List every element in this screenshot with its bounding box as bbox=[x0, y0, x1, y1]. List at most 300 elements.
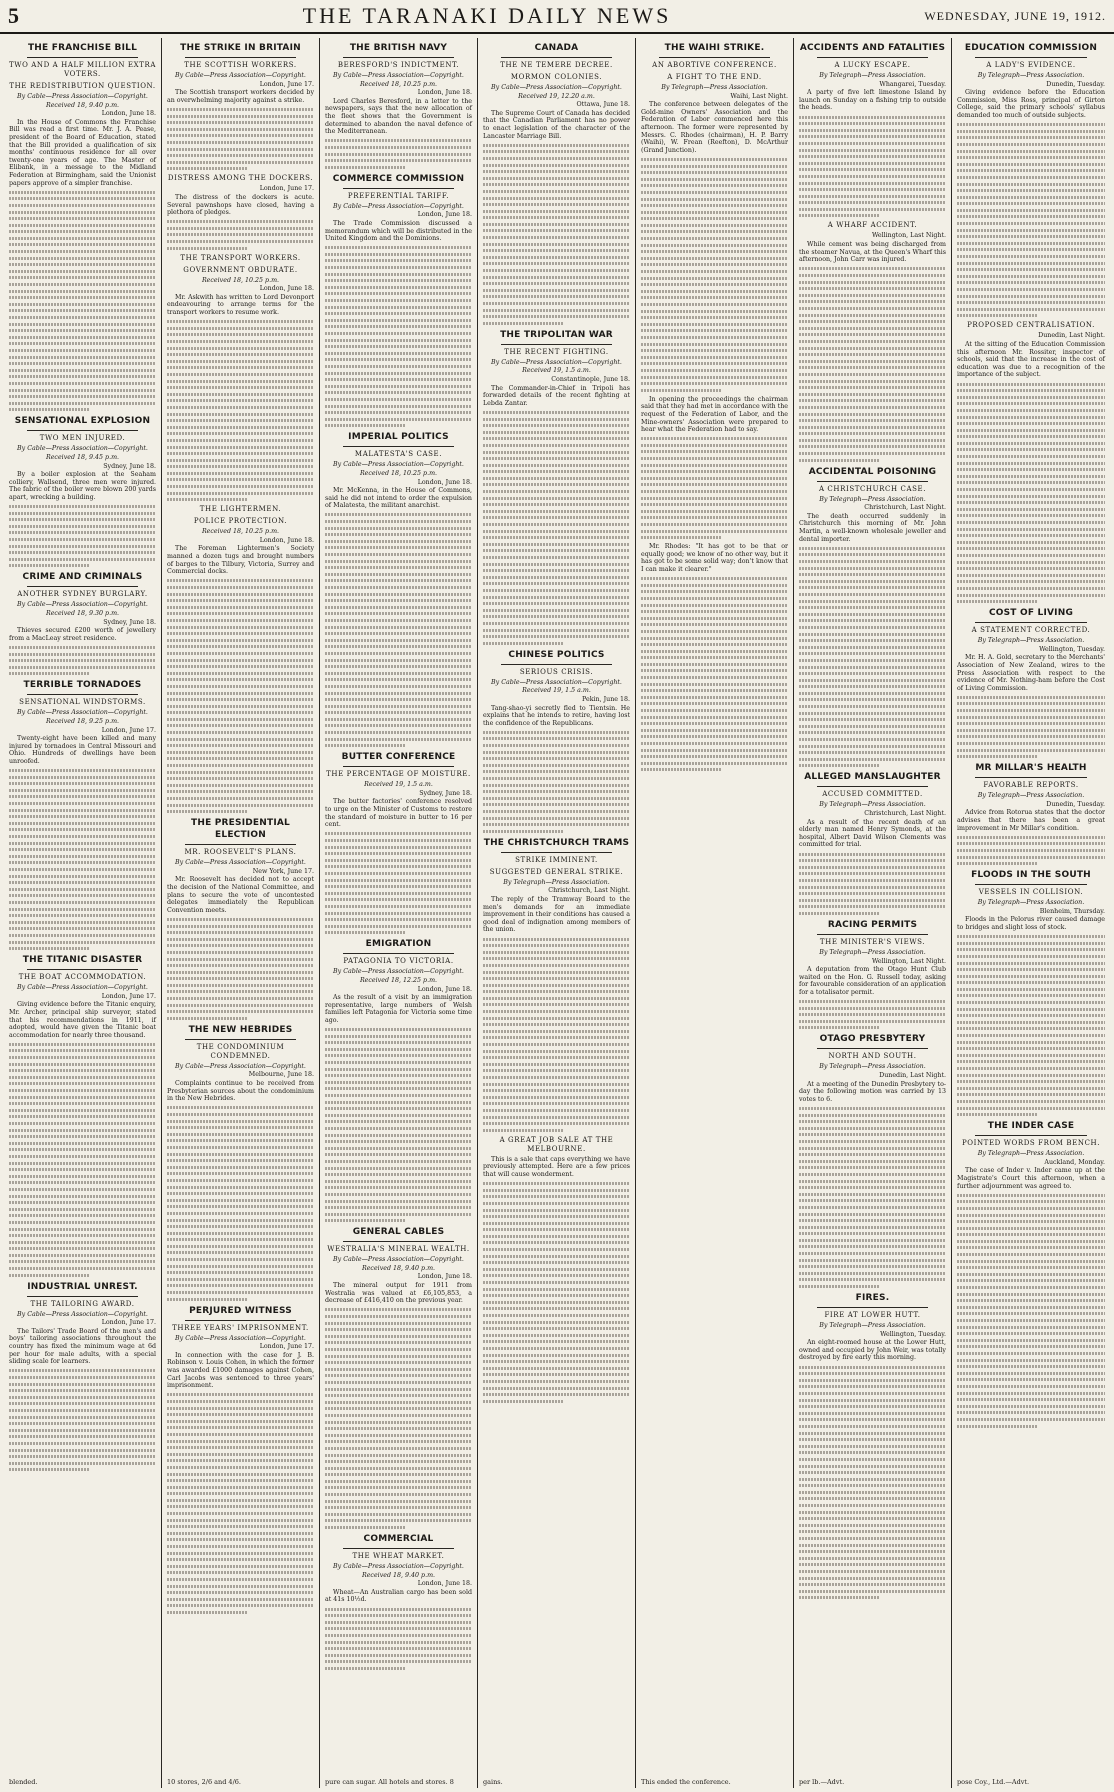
article-byline: By Telegraph—Press Association. bbox=[819, 801, 926, 809]
text-line bbox=[483, 315, 630, 318]
text-line bbox=[9, 782, 156, 785]
article-dateline: Waihi, Last Night. bbox=[730, 92, 788, 100]
text-line bbox=[167, 971, 314, 974]
article-headline: RACING PERMITS bbox=[827, 919, 918, 930]
article-subheading: SUGGESTED GENERAL STRIKE. bbox=[489, 867, 624, 876]
text-line bbox=[167, 1505, 314, 1508]
text-line bbox=[641, 310, 788, 313]
body-text-lines bbox=[167, 918, 314, 1020]
text-line bbox=[325, 1434, 472, 1437]
text-line bbox=[799, 353, 946, 356]
text-line bbox=[957, 1100, 1105, 1103]
text-line bbox=[483, 243, 630, 246]
text-line bbox=[957, 389, 1105, 392]
text-line bbox=[325, 553, 472, 556]
article-dateline: London, June 17. bbox=[101, 992, 156, 1000]
text-line bbox=[325, 898, 472, 901]
text-line bbox=[325, 1614, 472, 1617]
article-body: The case of Inder v. Inder came up at the Magistrate's Court this afternoon, when a further adjournment was agreed to. bbox=[957, 1167, 1105, 1190]
text-line bbox=[799, 1497, 946, 1500]
text-line bbox=[483, 269, 630, 272]
text-line bbox=[483, 957, 630, 960]
text-line bbox=[957, 435, 1105, 438]
text-line bbox=[325, 1500, 472, 1503]
text-line bbox=[167, 1232, 314, 1235]
article-headline: THE WAIHI STRIKE. bbox=[664, 43, 765, 53]
text-line bbox=[641, 742, 788, 745]
text-line bbox=[167, 639, 314, 642]
text-line bbox=[799, 586, 946, 589]
column-footer: This ended the conference. bbox=[641, 1778, 731, 1786]
text-line bbox=[9, 855, 156, 858]
text-line bbox=[9, 362, 156, 365]
article-byline: By Cable—Press Association—Copyright. bbox=[333, 1256, 464, 1264]
article-body: The conference between delegates of the Gold-mine Owners' Association and the Federation of Labor commenced here this afternoon. The former were represented by Messrs. C. Rhodes (chairman), H. P. Barry (Waihi), W. Frean (Reefton), D. McArthur (Grand Junction). bbox=[641, 101, 788, 154]
text-line bbox=[167, 1532, 314, 1535]
text-line bbox=[325, 1506, 472, 1509]
text-line bbox=[483, 1063, 630, 1066]
article-body: Wheat—An Australian cargo has been sold at 41s 10½d. bbox=[325, 1588, 472, 1604]
text-line bbox=[167, 997, 314, 1000]
text-line bbox=[799, 1239, 946, 1242]
text-line bbox=[641, 749, 788, 752]
text-line bbox=[325, 692, 472, 695]
text-line bbox=[325, 1388, 472, 1391]
text-line bbox=[957, 1385, 1105, 1388]
text-line bbox=[957, 1227, 1105, 1230]
text-line bbox=[9, 1422, 156, 1425]
text-line bbox=[167, 347, 314, 350]
text-line bbox=[325, 1153, 472, 1156]
text-line bbox=[799, 300, 946, 303]
text-line bbox=[641, 650, 788, 653]
text-line bbox=[167, 944, 314, 947]
text-line bbox=[483, 737, 630, 740]
text-line bbox=[957, 1372, 1105, 1375]
article-body: A party of five left limestone Island by launch on Sunday on a fishing trip to outside the heads. bbox=[799, 89, 946, 112]
text-line bbox=[641, 702, 788, 705]
text-line bbox=[167, 1010, 314, 1013]
text-line bbox=[483, 1393, 630, 1396]
rule-divider bbox=[817, 934, 928, 935]
body-text-lines bbox=[641, 437, 788, 539]
text-line bbox=[799, 314, 946, 317]
text-line bbox=[957, 567, 1105, 570]
text-line bbox=[483, 1182, 630, 1185]
text-line bbox=[799, 1213, 946, 1216]
text-line bbox=[325, 319, 472, 322]
text-line bbox=[9, 1416, 156, 1419]
text-line bbox=[325, 852, 472, 855]
article-byline: By Cable—Press Association—Copyright. bbox=[17, 93, 148, 100]
text-line bbox=[799, 1418, 946, 1421]
text-line bbox=[483, 1274, 630, 1277]
text-line bbox=[167, 797, 314, 800]
text-line bbox=[325, 1486, 472, 1489]
text-line bbox=[799, 1114, 946, 1117]
body-text-lines bbox=[483, 731, 630, 833]
text-line bbox=[799, 1278, 946, 1281]
text-line bbox=[641, 356, 788, 359]
text-line bbox=[957, 561, 1105, 564]
text-line bbox=[9, 395, 156, 398]
text-line bbox=[957, 468, 1105, 471]
text-line bbox=[957, 962, 1105, 965]
article-dateline: Ottawa, June 18. bbox=[576, 101, 630, 109]
text-line bbox=[167, 1578, 314, 1581]
text-line bbox=[957, 696, 1105, 699]
text-line bbox=[799, 859, 946, 862]
text-line bbox=[483, 784, 630, 787]
text-line bbox=[167, 419, 314, 422]
text-line bbox=[9, 1429, 156, 1432]
text-line bbox=[957, 409, 1105, 412]
text-line bbox=[799, 619, 946, 622]
text-line bbox=[957, 955, 1105, 958]
article-byline: By Telegraph—Press Association. bbox=[977, 1150, 1085, 1158]
text-line bbox=[799, 1133, 946, 1136]
text-line bbox=[957, 1411, 1105, 1414]
text-line bbox=[325, 1660, 472, 1663]
article-body: The Trade Commission discussed a memorandum which will be distributed in the United Kingdom and the Dominions. bbox=[325, 219, 472, 243]
text-line bbox=[483, 1129, 564, 1132]
body-text-lines bbox=[325, 832, 472, 934]
text-line bbox=[483, 1281, 630, 1284]
text-line bbox=[9, 197, 156, 200]
article-subheading: THE SCOTTISH WORKERS. bbox=[184, 61, 297, 69]
article-subheading: THE LIGHTERMEN. bbox=[199, 505, 282, 514]
text-line bbox=[9, 815, 156, 818]
text-line bbox=[799, 1445, 946, 1448]
text-line bbox=[799, 135, 946, 138]
article-subheading: MR. ROOSEVELT'S PLANS. bbox=[184, 848, 297, 857]
text-line bbox=[483, 183, 630, 186]
article bbox=[9, 1281, 156, 1472]
rule-divider bbox=[343, 188, 454, 189]
body-text-lines bbox=[325, 246, 472, 427]
text-line bbox=[9, 505, 156, 508]
text-line bbox=[799, 340, 946, 343]
text-line bbox=[641, 376, 788, 379]
body-text-lines bbox=[799, 116, 946, 218]
text-line bbox=[325, 839, 472, 842]
received-time: Received 19, 1.5 a.m. bbox=[364, 781, 433, 789]
text-line bbox=[9, 868, 156, 871]
article-byline: By Cable—Press Association—Copyright. bbox=[17, 984, 148, 992]
received-time: Received 18, 10.25 p.m. bbox=[359, 469, 438, 477]
text-line bbox=[641, 369, 788, 372]
text-line bbox=[9, 802, 156, 805]
text-line bbox=[9, 316, 156, 319]
text-line bbox=[9, 257, 156, 260]
text-line bbox=[325, 1473, 472, 1476]
text-line bbox=[957, 288, 1105, 291]
article-subheading: BERESFORD'S INDICTMENT. bbox=[337, 61, 460, 69]
text-line bbox=[957, 975, 1105, 978]
text-line bbox=[957, 462, 1105, 465]
column-footer: pose Coy., Ltd.—Advt. bbox=[957, 1778, 1030, 1786]
text-line bbox=[957, 1352, 1105, 1355]
text-line bbox=[9, 894, 156, 897]
received-time: Received 19, 1.5 a.m. bbox=[522, 687, 591, 695]
text-line bbox=[799, 1206, 946, 1209]
text-line bbox=[483, 1235, 630, 1238]
text-line bbox=[799, 1577, 946, 1580]
text-line bbox=[167, 1453, 314, 1456]
text-line bbox=[167, 1258, 314, 1261]
text-line bbox=[483, 1209, 630, 1212]
text-line bbox=[641, 470, 788, 473]
text-line bbox=[799, 1425, 946, 1428]
text-line bbox=[957, 1279, 1105, 1282]
text-line bbox=[483, 523, 630, 526]
text-line bbox=[325, 325, 472, 328]
text-line bbox=[641, 217, 788, 220]
article-headline: MR MILLAR'S HEALTH bbox=[975, 763, 1087, 774]
text-line bbox=[167, 612, 314, 615]
text-line bbox=[167, 665, 314, 668]
text-line bbox=[957, 229, 1105, 232]
article-byline: By Cable—Press Association—Copyright. bbox=[175, 1062, 306, 1070]
text-line bbox=[483, 424, 630, 427]
text-line bbox=[167, 134, 314, 137]
text-line bbox=[799, 626, 946, 629]
text-line bbox=[957, 501, 1105, 504]
text-line bbox=[325, 612, 472, 615]
text-line bbox=[957, 275, 1105, 278]
text-line bbox=[641, 382, 788, 385]
text-line bbox=[325, 652, 472, 655]
text-line bbox=[957, 534, 1105, 537]
text-line bbox=[799, 1458, 946, 1461]
text-line bbox=[799, 149, 946, 152]
text-line bbox=[799, 129, 946, 132]
text-line bbox=[641, 483, 788, 486]
text-line bbox=[641, 617, 788, 620]
text-line bbox=[799, 853, 946, 856]
text-line bbox=[167, 1466, 314, 1469]
text-line bbox=[9, 1274, 90, 1277]
text-line bbox=[957, 488, 1105, 491]
text-line bbox=[167, 751, 314, 754]
text-line bbox=[325, 1213, 472, 1216]
text-line bbox=[483, 1043, 630, 1046]
text-line bbox=[483, 483, 630, 486]
text-line bbox=[799, 692, 946, 695]
text-line bbox=[167, 764, 314, 767]
text-line bbox=[483, 563, 630, 566]
text-line bbox=[9, 1069, 156, 1072]
text-line bbox=[957, 587, 1105, 590]
text-line bbox=[167, 108, 314, 111]
article-byline: By Telegraph—Press Association. bbox=[977, 72, 1085, 79]
article-dateline: London, June 18. bbox=[417, 1580, 472, 1588]
article-dateline: Christchurch, Last Night. bbox=[864, 504, 946, 512]
text-line bbox=[957, 729, 1105, 732]
text-line bbox=[799, 1180, 946, 1183]
article-byline: By Telegraph—Press Association. bbox=[977, 792, 1085, 800]
article-byline: By Cable—Press Association—Copyright. bbox=[333, 202, 464, 210]
text-line bbox=[9, 1043, 156, 1046]
text-line bbox=[483, 751, 630, 754]
text-line bbox=[167, 632, 314, 635]
issue-date: WEDNESDAY, JUNE 19, 1912. bbox=[924, 8, 1106, 23]
text-line bbox=[641, 165, 788, 168]
text-line bbox=[957, 580, 1105, 583]
article-body: The reply of the Tramway Board to the men's demands for an immediate improvement in their conditions has caused a good deal of indignation among members of the union. bbox=[483, 895, 630, 934]
text-line bbox=[799, 195, 946, 198]
text-line bbox=[483, 1340, 630, 1343]
text-line bbox=[325, 365, 472, 368]
text-line bbox=[325, 619, 472, 622]
text-line bbox=[9, 545, 156, 548]
text-line bbox=[799, 1583, 946, 1586]
text-line bbox=[957, 755, 1038, 758]
article bbox=[799, 221, 946, 461]
rule-divider bbox=[27, 586, 138, 587]
text-line bbox=[957, 1425, 1038, 1428]
article-byline: By Telegraph—Press Association. bbox=[819, 495, 926, 503]
text-line bbox=[641, 597, 788, 600]
rule-divider bbox=[343, 766, 454, 767]
text-line bbox=[957, 196, 1105, 199]
text-line bbox=[799, 432, 946, 435]
text-line bbox=[325, 1460, 472, 1463]
text-line bbox=[9, 1188, 156, 1191]
body-text-lines bbox=[167, 320, 314, 501]
text-line bbox=[799, 1153, 946, 1156]
text-line bbox=[641, 623, 788, 626]
column-2 bbox=[162, 38, 320, 1788]
article-body: Giving evidence before the Education Commission, Miss Ross, principal of Girton College, said the primary schools' syllabus demanded too much of outside subjects. bbox=[957, 89, 1105, 119]
text-line bbox=[799, 452, 946, 455]
article-body: Complaints continue to be received from Presbyterian sources about the condominium in the New Hebrides. bbox=[167, 1080, 314, 1103]
text-line bbox=[325, 424, 406, 427]
text-line bbox=[9, 1455, 156, 1458]
text-line bbox=[167, 606, 314, 609]
body-text-lines bbox=[167, 220, 314, 249]
text-line bbox=[799, 1147, 946, 1150]
text-line bbox=[9, 653, 156, 656]
text-line bbox=[167, 340, 314, 343]
text-line bbox=[9, 1369, 156, 1372]
rule-divider bbox=[343, 1241, 454, 1242]
text-line bbox=[483, 197, 630, 200]
text-line bbox=[325, 1322, 472, 1325]
text-line bbox=[325, 1454, 472, 1457]
text-line bbox=[483, 1069, 630, 1072]
text-line bbox=[957, 402, 1105, 405]
newspaper-columns bbox=[4, 38, 1110, 1788]
received-time: Received 18, 9.30 p.m. bbox=[45, 610, 120, 617]
text-line bbox=[483, 609, 630, 612]
article-subheading: TWO MEN INJURED. bbox=[39, 434, 126, 443]
text-line bbox=[167, 771, 314, 774]
text-line bbox=[799, 1530, 946, 1533]
text-line bbox=[641, 257, 788, 260]
text-line bbox=[957, 716, 1105, 719]
text-line bbox=[483, 642, 564, 645]
article-byline: By Cable—Press Association—Copyright. bbox=[17, 1310, 148, 1318]
text-line bbox=[167, 1192, 314, 1195]
text-line bbox=[799, 116, 946, 119]
text-line bbox=[325, 1627, 472, 1630]
article-subheading: ANOTHER SYDNEY BURGLARY. bbox=[17, 590, 148, 599]
article bbox=[799, 771, 946, 915]
text-line bbox=[167, 1492, 314, 1495]
text-line bbox=[799, 1160, 946, 1163]
text-line bbox=[957, 1041, 1105, 1044]
text-line bbox=[799, 1219, 946, 1222]
text-line bbox=[641, 729, 788, 732]
text-line bbox=[167, 1486, 314, 1489]
text-line bbox=[799, 1259, 946, 1262]
text-line bbox=[325, 259, 472, 262]
article-dateline: London, June 17. bbox=[259, 80, 314, 88]
text-line bbox=[483, 731, 630, 734]
article-subheading: THE BOAT ACCOMMODATION. bbox=[18, 973, 147, 982]
text-line bbox=[641, 669, 788, 672]
text-line bbox=[483, 615, 630, 618]
text-line bbox=[325, 1186, 472, 1189]
text-line bbox=[483, 1314, 630, 1317]
article bbox=[799, 1033, 946, 1288]
article-body: As the result of a visit by an immigration representative, large numbers of Welsh families left Patagonia for Victoria some time ago. bbox=[325, 994, 472, 1024]
text-line bbox=[9, 1208, 156, 1211]
text-line bbox=[167, 1420, 314, 1423]
text-line bbox=[483, 150, 630, 153]
text-line bbox=[483, 944, 630, 947]
text-line bbox=[483, 1096, 630, 1099]
rule-divider bbox=[975, 57, 1087, 58]
text-line bbox=[9, 224, 156, 227]
text-line bbox=[957, 169, 1105, 172]
text-line bbox=[325, 1407, 472, 1410]
text-line bbox=[167, 1139, 314, 1142]
text-line bbox=[9, 276, 156, 279]
body-text-lines bbox=[325, 1608, 472, 1670]
article-headline: THE FRANCHISE BILL bbox=[27, 43, 138, 53]
text-line bbox=[799, 738, 946, 741]
received-time: Received 19, 12.20 a.m. bbox=[518, 92, 595, 100]
text-line bbox=[167, 353, 314, 356]
text-line bbox=[167, 705, 314, 708]
text-line bbox=[167, 804, 314, 807]
article-subheading: PROPOSED CENTRALISATION. bbox=[967, 321, 1095, 330]
text-line bbox=[325, 905, 472, 908]
article-dateline: Dunedin, Tuesday. bbox=[1046, 80, 1105, 88]
text-line bbox=[167, 990, 314, 993]
article-headline: CRIME AND CRIMINALS bbox=[22, 572, 143, 583]
text-line bbox=[325, 711, 472, 714]
text-line bbox=[325, 698, 472, 701]
article bbox=[799, 919, 946, 1030]
text-line bbox=[799, 560, 946, 563]
article-headline: THE INDER CASE bbox=[987, 1121, 1075, 1132]
body-text-lines bbox=[799, 1107, 946, 1288]
text-line bbox=[641, 768, 722, 771]
text-line bbox=[167, 373, 314, 376]
text-line bbox=[167, 1166, 314, 1169]
text-line bbox=[641, 630, 788, 633]
text-line bbox=[9, 934, 156, 937]
text-line bbox=[483, 1248, 630, 1251]
text-line bbox=[325, 358, 472, 361]
article-byline: By Telegraph—Press Association. bbox=[819, 948, 926, 956]
body-text-lines bbox=[799, 1366, 946, 1600]
text-line bbox=[9, 1175, 156, 1178]
text-line bbox=[799, 1272, 946, 1275]
